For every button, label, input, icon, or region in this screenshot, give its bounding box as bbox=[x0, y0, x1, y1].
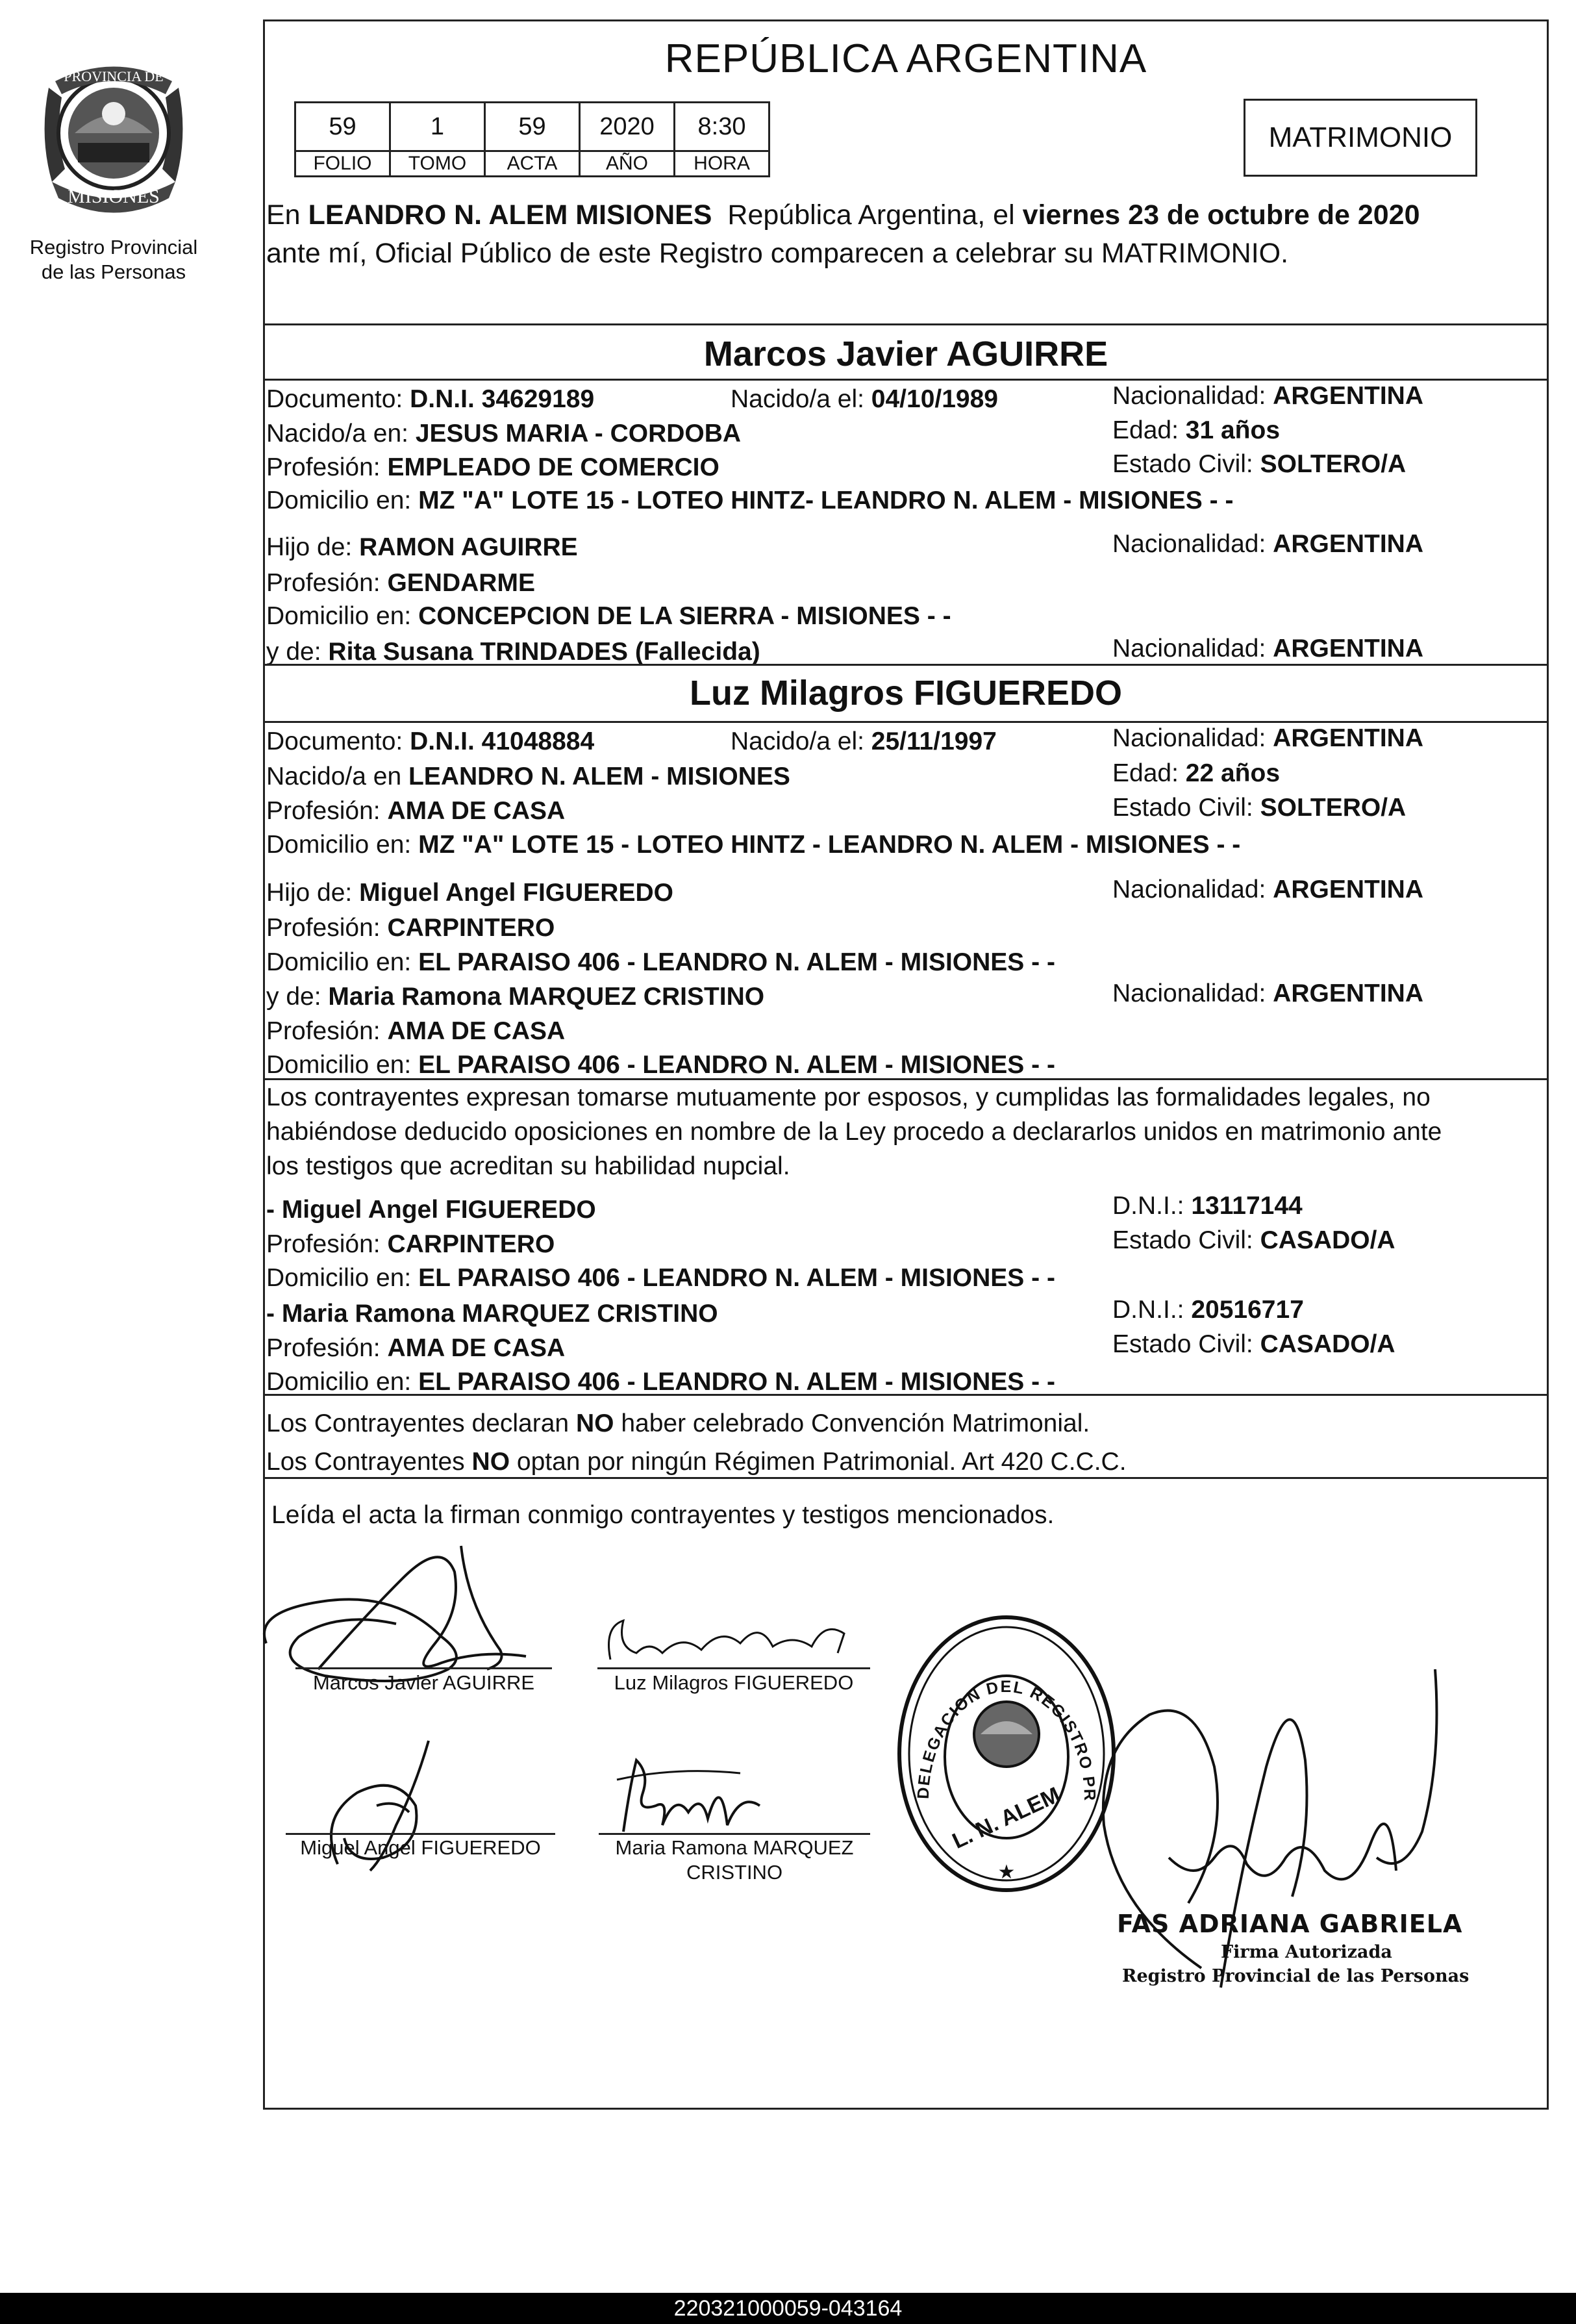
provincial-coat-of-arms bbox=[26, 52, 201, 221]
spouse1-birthdate: Nacido/a el: 04/10/1989 bbox=[731, 385, 998, 413]
spouse2-mother-address: Domicilio en: EL PARAISO 406 - LEANDRO N. ALEM - MISIONES - - bbox=[266, 1051, 1055, 1079]
signature-line bbox=[286, 1833, 555, 1835]
officer-org-stamp: Registro Provincial de las Personas bbox=[1122, 1966, 1470, 1986]
spouse1-father-address: Domicilio en: CONCEPCION DE LA SIERRA - MISIONES - - bbox=[266, 602, 951, 630]
spouse2-father-profession: Profesión: CARPINTERO bbox=[266, 914, 555, 942]
spouse1-name: Marcos Javier AGUIRRE bbox=[703, 335, 1108, 373]
svg-text:PROVINCIA DE: PROVINCIA DE bbox=[64, 68, 164, 84]
spouse2-mother-nationality: Nacionalidad: ARGENTINA bbox=[1112, 979, 1424, 1007]
closing-statement: Leída el acta la firman conmigo contrayentes y testigos mencionados. bbox=[271, 1501, 1055, 1529]
spouse1-profession: Profesión: EMPLEADO DE COMERCIO bbox=[266, 453, 719, 481]
svg-text:MISIONES: MISIONES bbox=[68, 186, 160, 207]
registry-table bbox=[294, 101, 770, 177]
signature-caption-witness1: Miguel Angel FIGUEREDO bbox=[300, 1836, 541, 1859]
witness1-civil-status: Estado Civil: CASADO/A bbox=[1112, 1226, 1395, 1254]
folio-value: 59 bbox=[295, 103, 390, 151]
officer-role-stamp: Firma Autorizada bbox=[1221, 1942, 1392, 1962]
witness2-dni: D.N.I.: 20516717 bbox=[1112, 1296, 1304, 1324]
spouse2-father-nationality: Nacionalidad: ARGENTINA bbox=[1112, 876, 1424, 903]
signature-line bbox=[295, 1667, 552, 1669]
spouse1-mother: y de: Rita Susana TRINDADES (Fallecida) bbox=[266, 638, 760, 666]
spouse1-father: Hijo de: RAMON AGUIRRE bbox=[266, 533, 578, 561]
registry-caption: Registro Provincial de las Personas bbox=[29, 236, 198, 283]
convention-line-2: Los Contrayentes NO optan por ningún Régimen Patrimonial. Art 420 C.C.C. bbox=[266, 1448, 1127, 1476]
intro-line-1: En LEANDRO N. ALEM MISIONES República Argentina, el viernes 23 de octubre de 2020 bbox=[266, 199, 1420, 231]
acta-label: ACTA bbox=[485, 151, 580, 177]
spouse1-mother-nationality: Nacionalidad: ARGENTINA bbox=[1112, 635, 1424, 663]
divider bbox=[263, 1078, 1549, 1080]
spouse2-mother: y de: Maria Ramona MARQUEZ CRISTINO bbox=[266, 983, 765, 1011]
hour-label: HORA bbox=[675, 151, 769, 177]
year-label: AÑO bbox=[580, 151, 675, 177]
acta-value: 59 bbox=[485, 103, 580, 151]
official-seal bbox=[876, 1590, 1130, 1903]
spouse2-father: Hijo de: Miguel Angel FIGUEREDO bbox=[266, 879, 673, 907]
spouse2-birthdate: Nacido/a el: 25/11/1997 bbox=[731, 727, 997, 755]
tomo-label: TOMO bbox=[390, 151, 485, 177]
spouse1-father-profession: Profesión: GENDARME bbox=[266, 569, 535, 597]
spouse1-civil-status: Estado Civil: SOLTERO/A bbox=[1112, 450, 1407, 478]
witness2-profession: Profesión: AMA DE CASA bbox=[266, 1334, 566, 1362]
spouse2-father-address: Domicilio en: EL PARAISO 406 - LEANDRO N. ALEM - MISIONES - - bbox=[266, 948, 1055, 976]
witness1-dni: D.N.I.: 13117144 bbox=[1112, 1192, 1303, 1220]
intro-line-2: ante mí, Oficial Público de este Registro comparecen a celebrar su MATRIMONIO. bbox=[266, 238, 1289, 269]
spouse1-birthplace: Nacido/a en: JESUS MARIA - CORDOBA bbox=[266, 420, 742, 448]
witness1-profession: Profesión: CARPINTERO bbox=[266, 1230, 555, 1258]
divider bbox=[263, 323, 1549, 325]
tomo-value: 1 bbox=[390, 103, 485, 151]
witness2-address: Domicilio en: EL PARAISO 406 - LEANDRO N. ALEM - MISIONES - - bbox=[266, 1368, 1055, 1396]
document-barcode-number: 220321000059-043164 bbox=[0, 2293, 1576, 2324]
hour-value: 8:30 bbox=[675, 103, 769, 151]
spouse1-nationality: Nacionalidad: ARGENTINA bbox=[1112, 382, 1424, 410]
officer-name-stamp: FAS ADRIANA GABRIELA bbox=[1117, 1910, 1463, 1938]
spouse2-document: Documento: D.N.I. 41048884 bbox=[266, 727, 595, 755]
signature-caption-spouse1: Marcos Javier AGUIRRE bbox=[312, 1671, 535, 1694]
divider bbox=[263, 1394, 1549, 1396]
witness2-name: - Maria Ramona MARQUEZ CRISTINO bbox=[266, 1300, 718, 1328]
spouse2-profession: Profesión: AMA DE CASA bbox=[266, 797, 566, 825]
witness1-name: - Miguel Angel FIGUEREDO bbox=[266, 1196, 596, 1224]
declaration-line-3: los testigos que acreditan su habilidad nupcial. bbox=[266, 1152, 790, 1180]
folio-label: FOLIO bbox=[295, 151, 390, 177]
spouse2-name: Luz Milagros FIGUEREDO bbox=[689, 674, 1123, 713]
witness2-civil-status: Estado Civil: CASADO/A bbox=[1112, 1330, 1395, 1358]
witness1-address: Domicilio en: EL PARAISO 406 - LEANDRO N. ALEM - MISIONES - - bbox=[266, 1264, 1055, 1292]
signature-line bbox=[599, 1833, 870, 1835]
document-title: REPÚBLICA ARGENTINA bbox=[664, 36, 1147, 81]
spouse2-civil-status: Estado Civil: SOLTERO/A bbox=[1112, 794, 1407, 822]
spouse1-document: Documento: D.N.I. 34629189 bbox=[266, 385, 595, 413]
spouse1-age: Edad: 31 años bbox=[1112, 416, 1281, 444]
divider bbox=[263, 1477, 1549, 1479]
spouse1-address: Domicilio en: MZ "A" LOTE 15 - LOTEO HINTZ- LEANDRO N. ALEM - MISIONES - - bbox=[266, 486, 1234, 514]
seal-star-icon: ★ bbox=[997, 1861, 1016, 1884]
spouse2-age: Edad: 22 años bbox=[1112, 759, 1281, 787]
declaration-line-2: habiéndose deducido oposiciones en nombre de la Ley procedo a declararlos unidos en matrimonio ante bbox=[266, 1118, 1442, 1146]
record-type-box: MATRIMONIO bbox=[1244, 99, 1477, 177]
spouse2-nationality: Nacionalidad: ARGENTINA bbox=[1112, 724, 1424, 752]
signature-line bbox=[597, 1667, 870, 1669]
convention-line-1: Los Contrayentes declaran NO haber celebrado Convención Matrimonial. bbox=[266, 1409, 1090, 1437]
divider bbox=[263, 664, 1549, 666]
signature-caption-witness2: Maria Ramona MARQUEZ CRISTINO bbox=[615, 1836, 854, 1884]
spouse2-address: Domicilio en: MZ "A" LOTE 15 - LOTEO HINTZ - LEANDRO N. ALEM - MISIONES - - bbox=[266, 831, 1241, 859]
spouse1-father-nationality: Nacionalidad: ARGENTINA bbox=[1112, 530, 1424, 558]
spouse2-birthplace: Nacido/a en LEANDRO N. ALEM - MISIONES bbox=[266, 763, 790, 790]
year-value: 2020 bbox=[580, 103, 675, 151]
svg-text:L. N. ALEM: L. N. ALEM bbox=[948, 1782, 1064, 1854]
spouse2-mother-profession: Profesión: AMA DE CASA bbox=[266, 1017, 566, 1045]
declaration-line-1: Los contrayentes expresan tomarse mutuamente por esposos, y cumplidas las formalidades legales, no bbox=[266, 1083, 1431, 1111]
signature-caption-spouse2: Luz Milagros FIGUEREDO bbox=[614, 1671, 854, 1694]
svg-text:DELEGACION DEL REGISTRO PROVIN: DELEGACION DEL REGISTRO PROVINCIAL DE LAS PERSONAS bbox=[876, 1590, 1099, 1802]
